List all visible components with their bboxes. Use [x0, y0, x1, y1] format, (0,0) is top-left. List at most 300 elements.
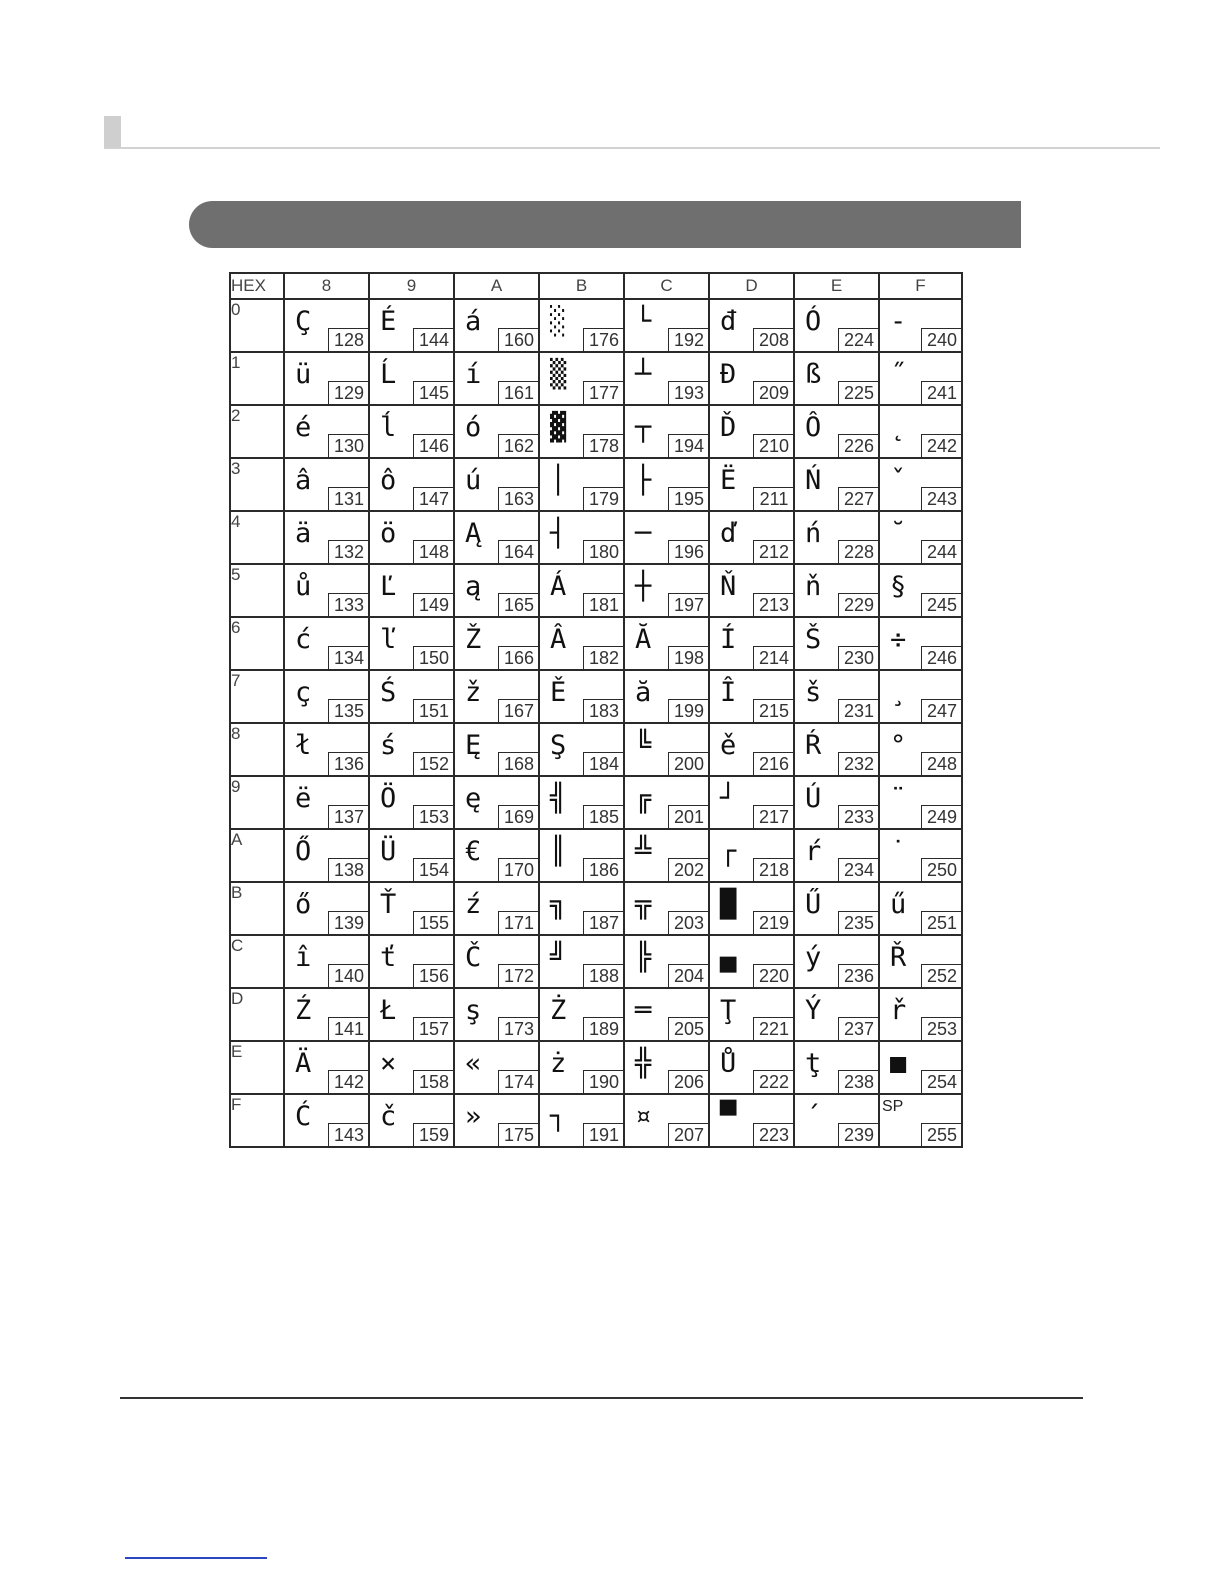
character-glyph: Ć [295, 1101, 312, 1132]
table-row [230, 988, 962, 1041]
decimal-code: 168 [498, 752, 539, 776]
character-cell [709, 882, 794, 935]
decimal-code: 196 [668, 540, 709, 564]
character-cell [539, 935, 624, 988]
table-row [230, 670, 962, 723]
character-cell [369, 405, 454, 458]
character-glyph: Č [465, 942, 482, 973]
character-cell [794, 776, 879, 829]
character-glyph: Ů [720, 1048, 737, 1079]
character-glyph: Ú [805, 783, 822, 814]
character-glyph: ŕ [805, 836, 822, 867]
decimal-code: 194 [668, 434, 709, 458]
decimal-code: 155 [413, 911, 454, 935]
character-cell [709, 352, 794, 405]
table-row [230, 776, 962, 829]
character-cell [284, 829, 369, 882]
decimal-code: 190 [583, 1070, 624, 1094]
row-header: C [230, 935, 284, 988]
character-glyph: ╩ [635, 836, 652, 867]
row-header: A [230, 829, 284, 882]
row-header: 7 [230, 670, 284, 723]
character-glyph: ╝ [550, 942, 567, 973]
character-glyph: ô [380, 465, 397, 496]
character-cell [709, 1041, 794, 1094]
decimal-code: 200 [668, 752, 709, 776]
character-glyph: ă [635, 677, 652, 708]
character-cell [879, 458, 962, 511]
character-cell [879, 299, 962, 352]
decimal-code: 151 [413, 699, 454, 723]
row-header: 0 [230, 299, 284, 352]
decimal-code: 145 [413, 381, 454, 405]
character-glyph: ˇ [890, 465, 907, 496]
character-cell [794, 511, 879, 564]
character-glyph: š [805, 677, 822, 708]
character-glyph: └ [635, 306, 652, 337]
column-header: D [709, 273, 794, 299]
column-header-row [230, 273, 962, 299]
character-glyph: « [465, 1048, 482, 1079]
row-header: 3 [230, 458, 284, 511]
row-header: 6 [230, 617, 284, 670]
character-cell [879, 723, 962, 776]
character-glyph: × [380, 1048, 397, 1079]
character-glyph: Ň [720, 571, 737, 602]
character-glyph: ╦ [635, 889, 652, 920]
decimal-code: 221 [753, 1017, 794, 1041]
column-header: F [879, 273, 962, 299]
character-cell [369, 458, 454, 511]
decimal-code: 147 [413, 487, 454, 511]
row-header: 8 [230, 723, 284, 776]
character-glyph: Ç [295, 306, 312, 337]
character-glyph: ˛ [890, 412, 907, 443]
character-glyph: ß [805, 359, 822, 390]
character-glyph: Ď [720, 412, 737, 443]
decimal-code: 198 [668, 646, 709, 670]
table-row [230, 511, 962, 564]
decimal-code: 207 [668, 1123, 709, 1147]
character-glyph: ˝ [890, 359, 907, 390]
character-cell [709, 670, 794, 723]
decimal-code: 210 [753, 434, 794, 458]
character-glyph: Ŕ [805, 730, 822, 761]
character-cell [624, 405, 709, 458]
character-glyph: ű [890, 889, 907, 920]
character-cell [794, 723, 879, 776]
character-cell [539, 299, 624, 352]
decimal-code: 217 [753, 805, 794, 829]
decimal-code: 165 [498, 593, 539, 617]
decimal-code: 148 [413, 540, 454, 564]
character-cell [539, 511, 624, 564]
character-cell [709, 405, 794, 458]
character-cell [794, 988, 879, 1041]
character-cell [624, 1094, 709, 1147]
character-cell [624, 723, 709, 776]
character-cell [454, 299, 539, 352]
character-cell [454, 882, 539, 935]
character-glyph: Â [550, 624, 567, 655]
decimal-code: 150 [413, 646, 454, 670]
character-glyph: î [295, 942, 312, 973]
decimal-code: 172 [498, 964, 539, 988]
character-glyph: ┌ [720, 836, 737, 867]
character-glyph: ▄ [720, 942, 737, 973]
decimal-code: 189 [583, 1017, 624, 1041]
character-cell [454, 564, 539, 617]
decimal-code: 193 [668, 381, 709, 405]
character-cell [369, 617, 454, 670]
decimal-code: 230 [838, 646, 879, 670]
character-glyph: ż [550, 1048, 567, 1079]
decimal-code: 236 [838, 964, 879, 988]
character-glyph: ■ [890, 1048, 907, 1079]
character-cell [879, 988, 962, 1041]
character-glyph: ┐ [550, 1101, 567, 1132]
character-cell [879, 670, 962, 723]
character-glyph: ┴ [635, 359, 652, 390]
row-header: E [230, 1041, 284, 1094]
character-cell [539, 617, 624, 670]
character-cell [624, 511, 709, 564]
decimal-code: 176 [583, 328, 624, 352]
character-glyph: ˙ [890, 836, 907, 867]
character-cell [284, 299, 369, 352]
character-glyph: ┬ [635, 412, 652, 443]
decimal-code: 245 [921, 593, 962, 617]
decimal-code: 152 [413, 752, 454, 776]
decimal-code: 249 [921, 805, 962, 829]
column-header: C [624, 273, 709, 299]
table-row [230, 935, 962, 988]
table-row [230, 1041, 962, 1094]
character-cell [624, 617, 709, 670]
decimal-code: 132 [328, 540, 369, 564]
decimal-code: 240 [921, 328, 962, 352]
character-cell [879, 564, 962, 617]
character-cell [709, 458, 794, 511]
row-header: 5 [230, 564, 284, 617]
decimal-code: 215 [753, 699, 794, 723]
character-cell [879, 882, 962, 935]
character-glyph: Ť [380, 889, 397, 920]
character-glyph: ţ [805, 1048, 822, 1079]
decimal-code: 195 [668, 487, 709, 511]
character-glyph: ═ [635, 995, 652, 1026]
character-cell [539, 670, 624, 723]
decimal-code: 231 [838, 699, 879, 723]
decimal-code: 214 [753, 646, 794, 670]
decimal-code: 232 [838, 752, 879, 776]
character-cell [624, 564, 709, 617]
character-glyph: ╠ [635, 942, 652, 973]
character-cell [624, 829, 709, 882]
character-glyph: Ó [805, 306, 822, 337]
character-cell [794, 299, 879, 352]
decimal-code: 228 [838, 540, 879, 564]
decimal-code: 156 [413, 964, 454, 988]
character-cell [794, 882, 879, 935]
character-cell [284, 1041, 369, 1094]
character-cell [284, 511, 369, 564]
decimal-code: 143 [328, 1123, 369, 1147]
character-cell [369, 988, 454, 1041]
character-glyph: ö [380, 518, 397, 549]
character-cell [454, 458, 539, 511]
decimal-code: 213 [753, 593, 794, 617]
decimal-code: 173 [498, 1017, 539, 1041]
character-glyph: ş [465, 995, 482, 1026]
decimal-code: 211 [753, 487, 794, 511]
character-cell [539, 564, 624, 617]
character-cell [879, 617, 962, 670]
character-cell [539, 882, 624, 935]
decimal-code: 218 [753, 858, 794, 882]
row-header: 4 [230, 511, 284, 564]
character-glyph: ´ [805, 1101, 822, 1132]
decimal-code: 138 [328, 858, 369, 882]
decimal-code: 185 [583, 805, 624, 829]
decimal-code: 251 [921, 911, 962, 935]
header-rule [104, 147, 1160, 149]
character-glyph: ─ [635, 518, 652, 549]
decimal-code: 164 [498, 540, 539, 564]
decimal-code: 137 [328, 805, 369, 829]
character-cell [879, 511, 962, 564]
character-glyph: Ő [295, 836, 312, 867]
character-cell [624, 670, 709, 723]
table-row [230, 882, 962, 935]
decimal-code: 244 [921, 540, 962, 564]
decimal-code: 136 [328, 752, 369, 776]
character-glyph: ┘ [720, 783, 737, 814]
character-cell [369, 1094, 454, 1147]
character-glyph: ┼ [635, 571, 652, 602]
character-cell [284, 352, 369, 405]
decimal-code: 182 [583, 646, 624, 670]
decimal-code: 201 [668, 805, 709, 829]
character-glyph: ó [465, 412, 482, 443]
decimal-code: 135 [328, 699, 369, 723]
decimal-code: 212 [753, 540, 794, 564]
decimal-code: 178 [583, 434, 624, 458]
character-glyph: ╗ [550, 889, 567, 920]
character-cell [454, 829, 539, 882]
column-header: B [539, 273, 624, 299]
decimal-code: 235 [838, 911, 879, 935]
row-header: F [230, 1094, 284, 1147]
decimal-code: 181 [583, 593, 624, 617]
decimal-code: 229 [838, 593, 879, 617]
decimal-code: 255 [921, 1123, 962, 1147]
character-cell [369, 882, 454, 935]
character-glyph: Ü [380, 836, 397, 867]
character-glyph: Ö [380, 783, 397, 814]
decimal-code: 129 [328, 381, 369, 405]
character-glyph: Ź [295, 995, 312, 1026]
character-glyph: í [465, 359, 482, 390]
table-row [230, 352, 962, 405]
character-glyph: ├ [635, 465, 652, 496]
decimal-code: 188 [583, 964, 624, 988]
character-cell [624, 352, 709, 405]
character-cell [709, 935, 794, 988]
character-cell [624, 988, 709, 1041]
character-glyph: Ř [890, 942, 907, 973]
character-glyph: Ĺ [380, 359, 397, 390]
decimal-code: 250 [921, 858, 962, 882]
decimal-code: 209 [753, 381, 794, 405]
character-glyph: - [890, 306, 907, 337]
character-glyph: ő [295, 889, 312, 920]
character-cell [369, 564, 454, 617]
character-cell [794, 935, 879, 988]
character-glyph: █ [720, 889, 737, 920]
character-cell [879, 776, 962, 829]
character-glyph: ▓ [550, 412, 567, 443]
character-glyph: ▒ [550, 359, 567, 390]
decimal-code: 216 [753, 752, 794, 776]
decimal-code: 219 [753, 911, 794, 935]
decimal-code: 166 [498, 646, 539, 670]
row-header: 2 [230, 405, 284, 458]
character-cell [624, 882, 709, 935]
character-cell [369, 723, 454, 776]
section-banner [189, 201, 1021, 248]
decimal-code: 131 [328, 487, 369, 511]
footer-link-underline [125, 1557, 267, 1559]
decimal-code: 175 [498, 1123, 539, 1147]
character-cell [454, 776, 539, 829]
character-glyph: ł [295, 730, 312, 761]
decimal-code: 142 [328, 1070, 369, 1094]
table-row [230, 405, 962, 458]
character-glyph: Ś [380, 677, 397, 708]
decimal-code: 163 [498, 487, 539, 511]
decimal-code: 191 [583, 1123, 624, 1147]
character-glyph: ř [890, 995, 907, 1026]
character-glyph: SP [882, 1098, 904, 1115]
character-cell [624, 299, 709, 352]
decimal-code: 199 [668, 699, 709, 723]
character-code-table [229, 272, 963, 1148]
table-row [230, 723, 962, 776]
character-cell [284, 458, 369, 511]
character-glyph: ¤ [635, 1101, 652, 1132]
character-cell [539, 988, 624, 1041]
character-cell [454, 723, 539, 776]
character-cell [879, 935, 962, 988]
character-glyph: É [380, 306, 397, 337]
decimal-code: 154 [413, 858, 454, 882]
character-cell [284, 405, 369, 458]
character-glyph: ć [295, 624, 312, 655]
character-cell [794, 617, 879, 670]
character-cell [794, 1041, 879, 1094]
decimal-code: 140 [328, 964, 369, 988]
decimal-code: 241 [921, 381, 962, 405]
decimal-code: 161 [498, 381, 539, 405]
character-glyph: │ [550, 465, 567, 496]
character-glyph: Ž [465, 624, 482, 655]
row-header: 9 [230, 776, 284, 829]
column-header: 9 [369, 273, 454, 299]
character-cell [454, 405, 539, 458]
character-glyph: â [295, 465, 312, 496]
character-glyph: ą [465, 571, 482, 602]
character-cell [284, 1094, 369, 1147]
decimal-code: 254 [921, 1070, 962, 1094]
character-glyph: ˘ [890, 518, 907, 549]
decimal-code: 204 [668, 964, 709, 988]
character-glyph: ÷ [890, 624, 907, 655]
character-glyph: ľ [380, 624, 397, 655]
character-cell [284, 935, 369, 988]
character-cell [369, 1041, 454, 1094]
decimal-code: 134 [328, 646, 369, 670]
character-glyph: č [380, 1101, 397, 1132]
character-glyph: Đ [720, 359, 737, 390]
table-row [230, 617, 962, 670]
hex-corner-label: HEX [230, 273, 284, 299]
character-cell [879, 1041, 962, 1094]
decimal-code: 224 [838, 328, 879, 352]
character-cell [539, 458, 624, 511]
decimal-code: 252 [921, 964, 962, 988]
character-cell [794, 458, 879, 511]
character-glyph: Ľ [380, 571, 397, 602]
decimal-code: 153 [413, 805, 454, 829]
character-glyph: Ě [550, 677, 567, 708]
character-cell [454, 511, 539, 564]
character-glyph: ĺ [380, 412, 397, 443]
character-cell [794, 829, 879, 882]
character-glyph: Ä [295, 1048, 312, 1079]
character-glyph: Ý [805, 995, 822, 1026]
decimal-code: 206 [668, 1070, 709, 1094]
decimal-code: 157 [413, 1017, 454, 1041]
character-glyph: Î [720, 677, 737, 708]
character-cell [624, 935, 709, 988]
character-cell [539, 405, 624, 458]
character-glyph: ě [720, 730, 737, 761]
character-glyph: ║ [550, 836, 567, 867]
table-row [230, 829, 962, 882]
character-cell [369, 670, 454, 723]
decimal-code: 239 [838, 1123, 879, 1147]
character-cell [284, 617, 369, 670]
character-glyph: ╚ [635, 730, 652, 761]
decimal-code: 233 [838, 805, 879, 829]
decimal-code: 130 [328, 434, 369, 458]
decimal-code: 180 [583, 540, 624, 564]
row-header: 1 [230, 352, 284, 405]
character-glyph: ░ [550, 306, 567, 337]
character-glyph: Á [550, 571, 567, 602]
character-glyph: € [465, 836, 482, 867]
decimal-code: 208 [753, 328, 794, 352]
character-cell [369, 352, 454, 405]
column-header: 8 [284, 273, 369, 299]
character-cell [709, 776, 794, 829]
character-cell [369, 776, 454, 829]
decimal-code: 192 [668, 328, 709, 352]
decimal-code: 144 [413, 328, 454, 352]
character-cell [709, 511, 794, 564]
decimal-code: 170 [498, 858, 539, 882]
